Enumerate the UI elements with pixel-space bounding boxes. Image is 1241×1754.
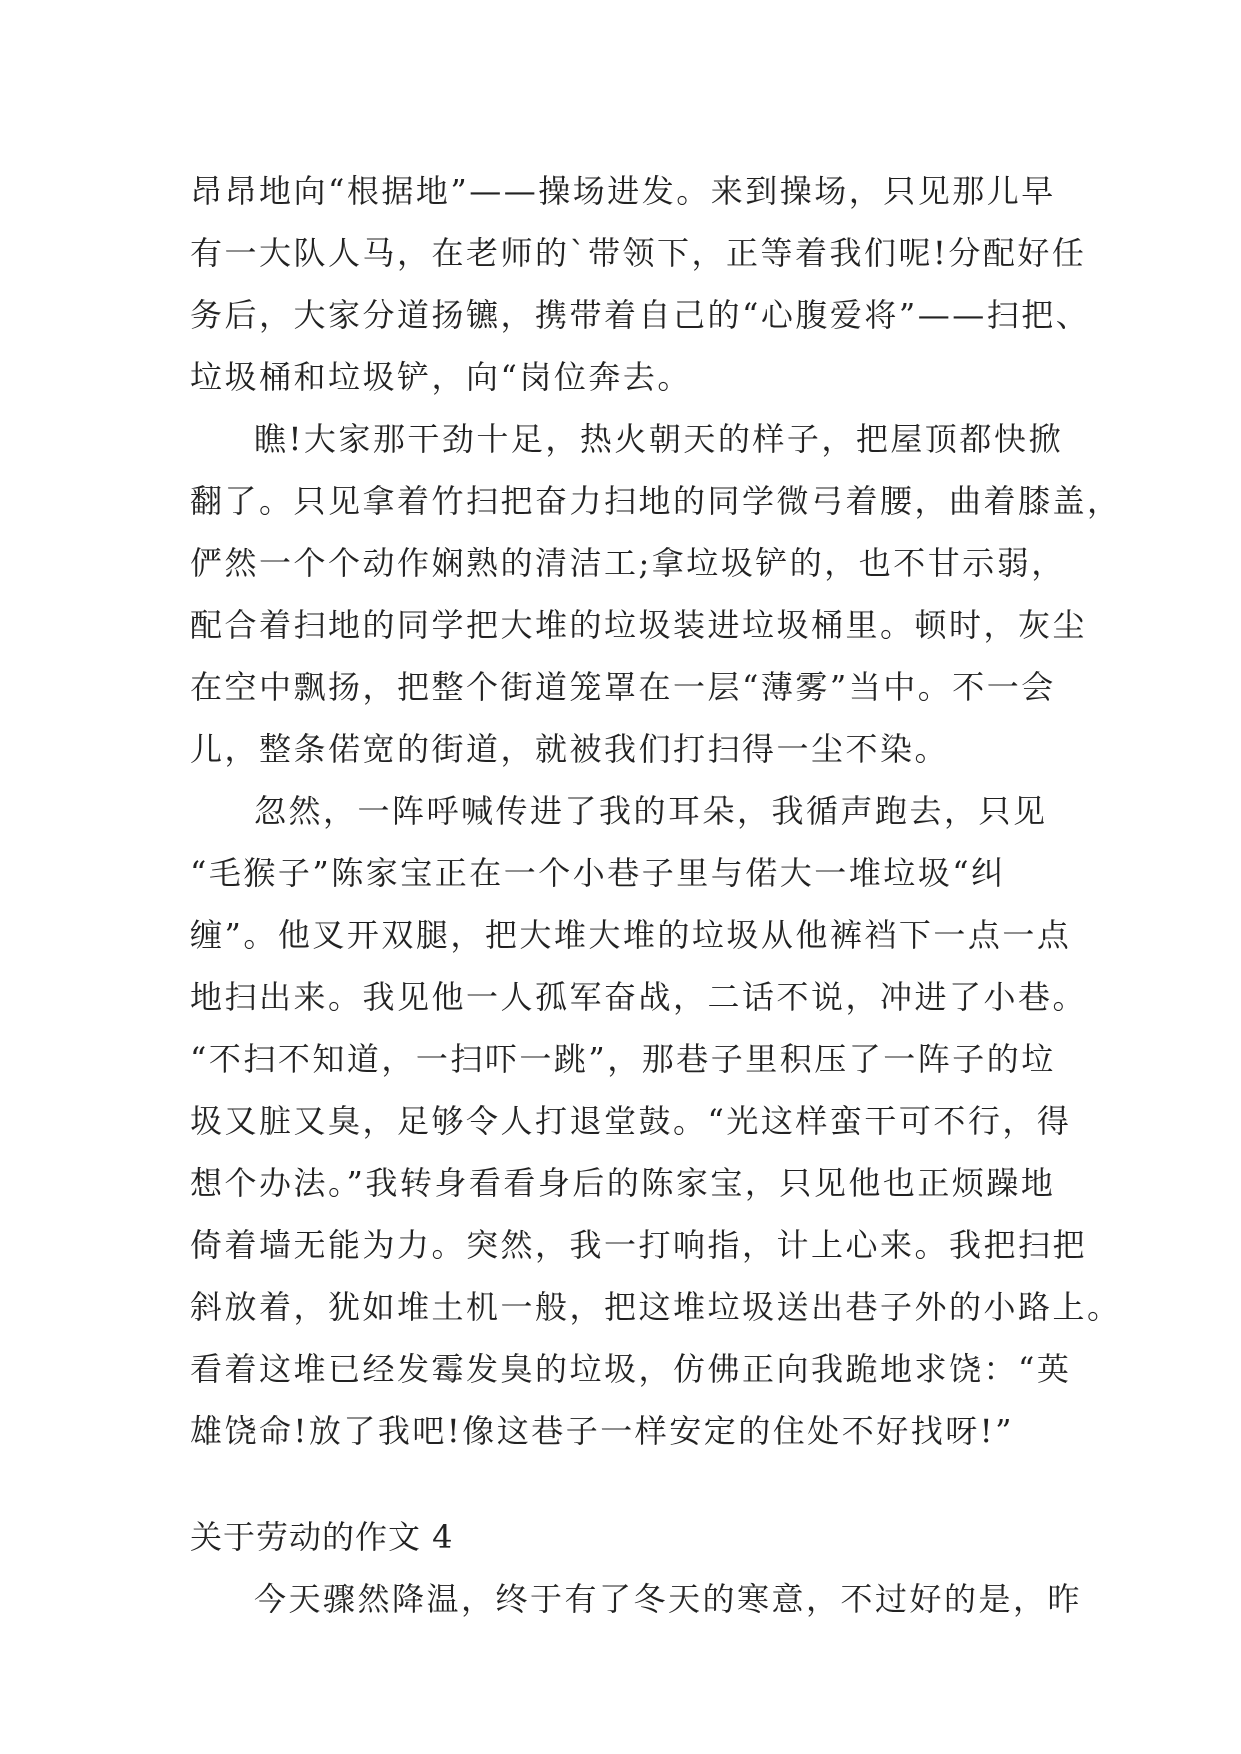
text-line: 有一大队人马，在老师的`带领下，正等着我们呢!分配好任 xyxy=(190,234,1087,272)
text-line: 在空中飘扬，把整个街道笼罩在一层“薄雾”当中。不一会 xyxy=(190,668,1056,706)
text-line: 儿，整条偌宽的街道，就被我们打扫得一尘不染。 xyxy=(190,730,950,768)
text-line: 斜放着，犹如堆土机一般，把这堆垃圾送出巷子外的小路上。 xyxy=(190,1288,1122,1326)
text-line: 昂昂地向“根据地”——操场进发。来到操场，只见那儿早 xyxy=(190,172,1056,210)
text-line: 今天骤然降温，终于有了冬天的寒意，不过好的是，昨 xyxy=(254,1580,1083,1618)
text-line: 圾又脏又臭，足够令人打退堂鼓。“光这样蛮干可不行，得 xyxy=(190,1102,1072,1140)
text-line: 垃圾桶和垃圾铲，向“岗位奔去。 xyxy=(190,358,692,396)
paragraph xyxy=(190,408,1122,780)
text-line: 想个办法。”我转身看看身后的陈家宝，只见他也正烦躁地 xyxy=(190,1164,1056,1202)
paragraph xyxy=(190,780,1122,1462)
text-line: 俨然一个个动作娴熟的清洁工;拿垃圾铲的，也不甘示弱， xyxy=(190,544,1066,582)
section-heading: 关于劳动的作文 4 xyxy=(190,1518,454,1556)
text-line: 务后，大家分道扬镳，携带着自己的“心腹爱将”——扫把、 xyxy=(190,296,1091,334)
text-line: 配合着扫地的同学把大堆的垃圾装进垃圾桶里。顿时，灰尘 xyxy=(190,606,1088,644)
text-line: 瞧!大家那干劲十足，热火朝天的样子，把屋顶都快掀 xyxy=(254,420,1063,458)
text-line: 忽然，一阵呼喊传进了我的耳朵，我循声跑去，只见 xyxy=(254,792,1048,830)
paragraph xyxy=(190,160,1091,408)
text-line: 雄饶命!放了我吧!像这巷子一样安定的住处不好找呀!” xyxy=(190,1412,1014,1450)
text-line: 翻了。只见拿着竹扫把奋力扫地的同学微弓着腰，曲着膝盖， xyxy=(190,482,1122,520)
text-line: 倚着墙无能为力。突然，我一打响指，计上心来。我把扫把 xyxy=(190,1226,1088,1264)
text-line: “不扫不知道，一扫吓一跳”，那巷子里积压了一阵子的垃 xyxy=(190,1040,1056,1078)
paragraph xyxy=(190,1568,1083,1630)
document-body xyxy=(190,160,1122,1630)
text-line: 地扫出来。我见他一人孤军奋战，二话不说，冲进了小巷。 xyxy=(190,978,1088,1016)
section-spacer xyxy=(190,1462,1050,1506)
text-line: 看着这堆已经发霉发臭的垃圾，仿佛正向我跪地求饶：“英 xyxy=(190,1350,1072,1388)
text-line: “毛猴子”陈家宝正在一个小巷子里与偌大一堆垃圾“纠 xyxy=(190,854,1006,892)
text-line: 缠”。他叉开双腿，把大堆大堆的垃圾从他裤裆下一点一点 xyxy=(190,916,1072,954)
